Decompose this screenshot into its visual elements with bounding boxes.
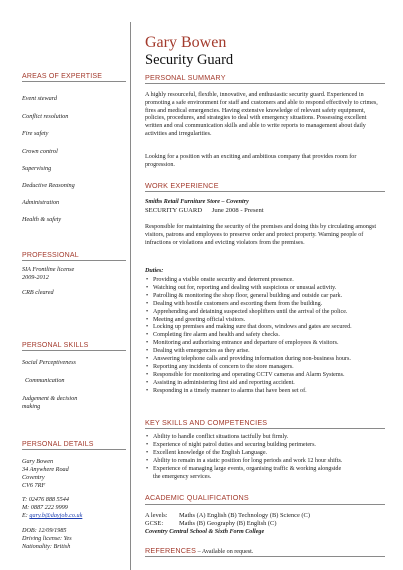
skill-bullet: • Ability to handle conflict situations tactfully but firmly. [145,434,385,442]
summary-heading: PERSONAL SUMMARY [145,73,226,82]
skill-bullet: • Experience of night patrol duties and securing building perimeters. [145,442,385,450]
duty-item: • Answering telephone calls and providing information during non-business hours. [145,356,385,364]
duty-item: • Responding in a timely manner to alarms that have been set of. [145,388,385,396]
detail-nationality: Nationality: British [22,543,71,550]
summary-text: A highly resourceful, flexible, innovative, and enthusiastic security guard. Experienced in promoting a safe environment for staff and customers and able to respond effectively to crimes, fires and medical emergencies. Having extensive knowledge of relevant safety equipment, policies, procedures, and strategies to deal with emergency situations. Possessing excellent written and oral communication skills and able to write reports to management about daily activities and irregularities. [145,92,378,137]
skills-heading: KEY SKILLS AND COMPETENCIES [145,418,268,427]
gcse-grades: Maths (B) Geography (B) English (C) [179,520,277,527]
qualifications-heading: ACADEMIC QUALIFICATIONS [145,493,249,502]
detail-phone-t: T: 02476 888 5544 [22,496,69,503]
references-line [145,546,253,555]
duty-item: • Watching out for, reporting and dealing with suspicious or unusual activity. [145,285,385,293]
candidate-name: Gary Bowen [145,34,227,51]
references-text: – Available on request. [197,549,254,555]
detail-name: Gary Bowen [22,458,54,465]
skills-rule [145,428,385,429]
duty-item: • Meeting and greeting official visitors. [145,317,385,325]
detail-phone-m: M: 0887 222 9999 [22,504,68,511]
personal-skills-heading: PERSONAL SKILLS [22,342,126,351]
alevels-line [145,512,310,519]
references-rule [145,556,385,557]
email-link[interactable]: gary.b@dayjob.co.uk [29,512,83,519]
duty-item: • Dealing with emergencies as they arise. [145,348,385,356]
duty-item: • Providing a visible onsite security and deterrent presence. [145,277,385,285]
qualifications-rule [145,504,385,505]
duty-item: • Patrolling & monitoring the shop floor, general building and outside car park. [145,293,385,301]
personal-details-heading: PERSONAL DETAILS [22,441,126,450]
expertise-item: Conflict resolution [22,113,69,120]
gcse-label: GCSE: [145,520,164,527]
skill-continuation: the emergency services. [153,474,212,480]
duty-item: • Locking up premises and making sure that doors, windows and gates are secured. [145,324,385,332]
skill-bullet: • Excellent knowledge of the English Language. [145,450,385,458]
duty-item: • Responsible for monitoring and operating CCTV cameras and Alarm Systems. [145,372,385,380]
duties-list [145,277,385,396]
detail-dob: DOB: 12/09/1985 [22,527,67,534]
duty-item: • Reporting any incidents of concern to the store managers. [145,364,385,372]
alevels-grades: Maths (A) English (B) Technology (B) Science (C) [179,512,310,519]
duty-item: • Dealing with hostile customers and escorting them from the building. [145,301,385,309]
role-title: SECURITY GUARD [145,207,203,214]
professional-heading: PROFESSIONAL [22,252,126,261]
job-title: Security Guard [145,52,234,68]
school-name: Coventry Central School & Sixth Form College [145,529,265,535]
employer-name: Smiths Retail Furniture Store – Coventry [145,199,249,205]
expertise-heading: AREAS OF EXPERTISE [22,73,126,82]
duty-item: • Assisting in administering first aid and reporting accident. [145,380,385,388]
duties-label: Duties: [145,268,164,274]
detail-postcode: CV6 7RF [22,482,46,489]
role-description: Responsible for maintaining the security of the premises and doing this by circulating amongst visitors, patrons and employees to preserve order and protect property. Warning people of infractions or violations and evicting violators from the premises. [145,224,377,246]
role-dates: June 2008 - Present [211,207,264,214]
role-line [145,207,264,214]
skill-bullet: • Ability to remain in a static position for long periods and work 12 hour shifts. [145,458,385,466]
professional-item: SIA Frontline license [22,266,75,273]
gcse-line [145,520,276,527]
skill-item: Social Perceptiveness [22,359,76,366]
duty-item: • Completing fire alarm and health and safety checks. [145,332,385,340]
duty-item: • Apprehending and detaining suspected shoplifters until the arrival of the police. [145,309,385,317]
summary-goal: Looking for a position with an exciting and ambitious company that provides room for progression. [145,154,357,168]
expertise-item: Fire safety [22,130,49,137]
skills-list [145,434,385,474]
skill-item: making [22,403,41,410]
professional-item: CRB cleared [22,289,54,296]
skill-item: Judgement & decision [22,395,78,402]
detail-email [22,512,82,520]
professional-item: 2009-2012 [22,274,49,281]
alevels-label: A levels: [145,512,168,519]
experience-heading: WORK EXPERIENCE [145,181,219,190]
experience-rule [145,191,385,192]
expertise-item: Health & safety [22,216,62,223]
email-prefix: E: [22,512,30,519]
expertise-item: Administration [22,199,60,206]
detail-city: Coventry [22,474,45,481]
skill-bullet: • Experience of managing large events, organising traffic & working alongside [145,466,385,474]
expertise-item: Event steward [22,95,57,102]
skill-item: Communication [25,377,65,384]
column-divider [130,22,131,570]
expertise-item: Supervising [22,165,52,172]
expertise-item: Deductive Reasoning [22,182,75,189]
references-heading: REFERENCES [145,546,197,555]
expertise-item: Crown control [22,148,58,155]
duty-item: • Monitoring and authorising entrance and departure of employees & visitors. [145,340,385,348]
detail-address: 34 Anywhere Road [22,466,69,473]
summary-rule [145,83,385,84]
detail-driving: Driving license: Yes [22,535,72,542]
